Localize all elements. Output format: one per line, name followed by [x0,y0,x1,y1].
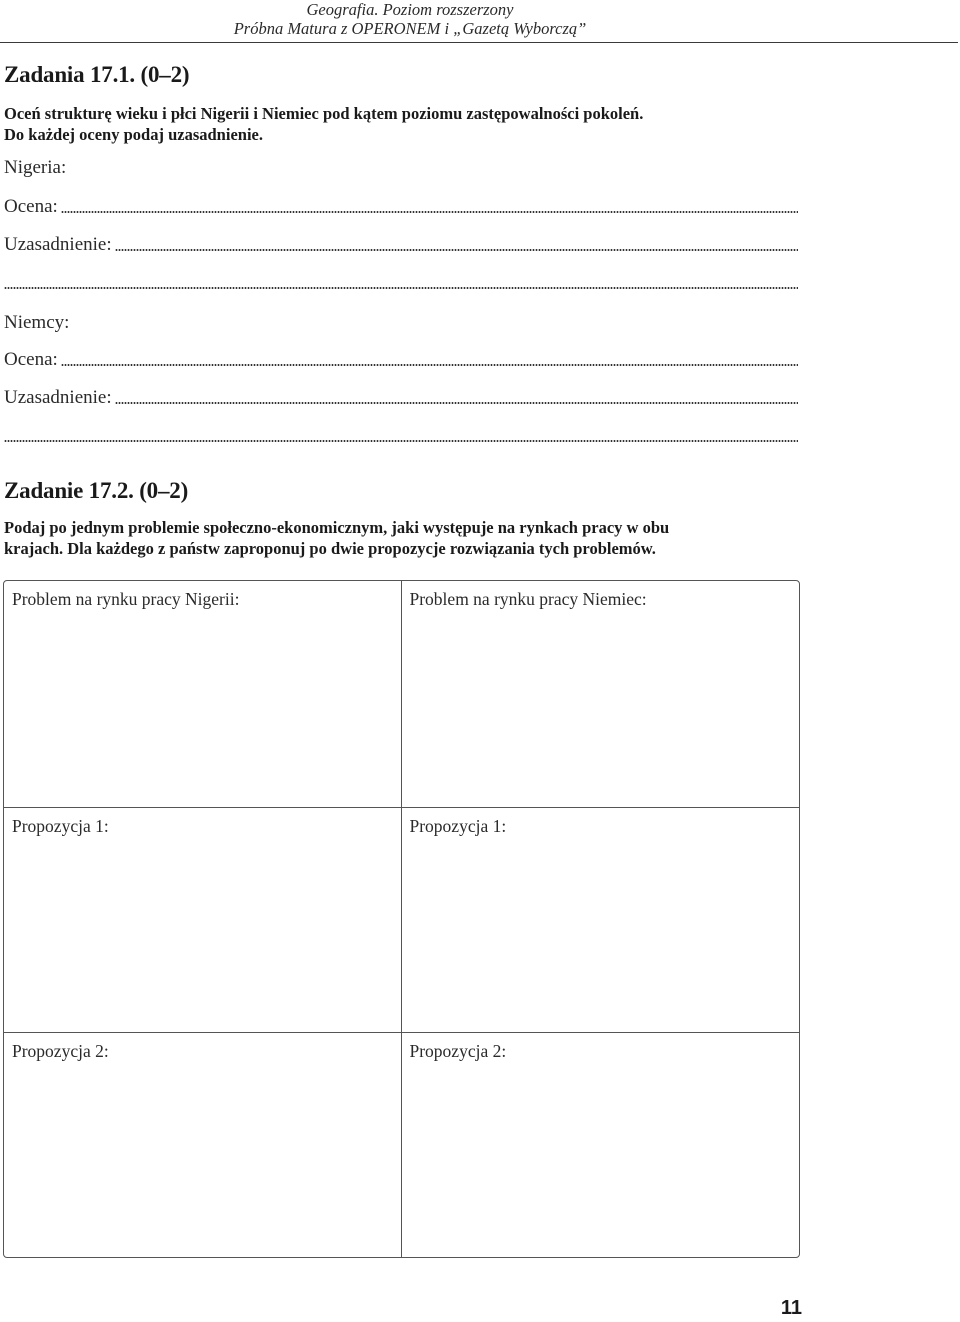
header-subject: Geografia. Poziom rozszerzony [306,0,514,19]
cell-label: Problem na rynku pracy Nigerii: [12,589,240,609]
dotted-answer-line [115,402,798,404]
cell-label: Propozycja 2: [409,1041,507,1061]
uzasadnienie-label: Uzasadnienie: [4,387,112,408]
page-number: 11 [780,1297,802,1319]
uzasadnienie-label: Uzasadnienie: [4,234,112,255]
dotted-answer-line [4,287,798,289]
task-17-2-instruction-line2: krajach. Dla każdego z państw zaproponuj po dwie propozycje rozwiązania tych problemów. [4,539,656,558]
task-17-1-title: Zadania 17.1. (0–2) [4,62,190,87]
cell-proposal2-germany[interactable] [402,1032,800,1257]
nigeria-ocena-answer-line[interactable] [4,196,798,218]
answer-table [3,580,800,1258]
cell-problem-nigeria[interactable] [4,581,402,807]
niemcy-uzasadnienie-continuation-line[interactable] [4,425,798,447]
header-exam-title: Próbna Matura z OPERONEM i „Gazetą Wyborczą” [233,19,587,38]
cell-label: Propozycja 2: [12,1041,109,1061]
cell-label: Propozycja 1: [12,816,109,836]
task-17-1-instruction-line2: Do każdej oceny podaj uzasadnienie. [4,125,263,144]
nigeria-uzasadnienie-continuation-line[interactable] [4,272,798,294]
cell-proposal1-germany[interactable] [402,807,800,1032]
niemcy-label: Niemcy: [4,312,70,333]
ocena-label: Ocena: [4,349,58,370]
cell-label: Problem na rynku pracy Niemiec: [409,589,647,609]
task-17-2-title: Zadanie 17.2. (0–2) [4,478,189,503]
dotted-answer-line [61,364,798,366]
cell-proposal2-nigeria[interactable] [4,1032,402,1257]
dotted-answer-line [4,440,798,442]
ocena-label: Ocena: [4,196,58,217]
page-header [0,0,958,43]
task-17-1-instruction-line1: Oceń strukturę wieku i płci Nigerii i Niemiec pod kątem poziomu zastępowalności pokoleń. [4,104,644,123]
nigeria-uzasadnienie-answer-line[interactable] [4,234,798,256]
cell-proposal1-nigeria[interactable] [4,807,402,1032]
cell-problem-germany[interactable] [402,581,800,807]
cell-label: Propozycja 1: [409,816,507,836]
niemcy-ocena-answer-line[interactable] [4,349,798,371]
dotted-answer-line [115,249,798,251]
niemcy-uzasadnienie-answer-line[interactable] [4,387,798,409]
task-17-2-instruction-line1: Podaj po jednym problemie społeczno-ekonomicznym, jaki występuje na rynkach pracy w obu [4,518,670,537]
nigeria-label: Nigeria: [4,157,67,178]
dotted-answer-line [61,211,798,213]
